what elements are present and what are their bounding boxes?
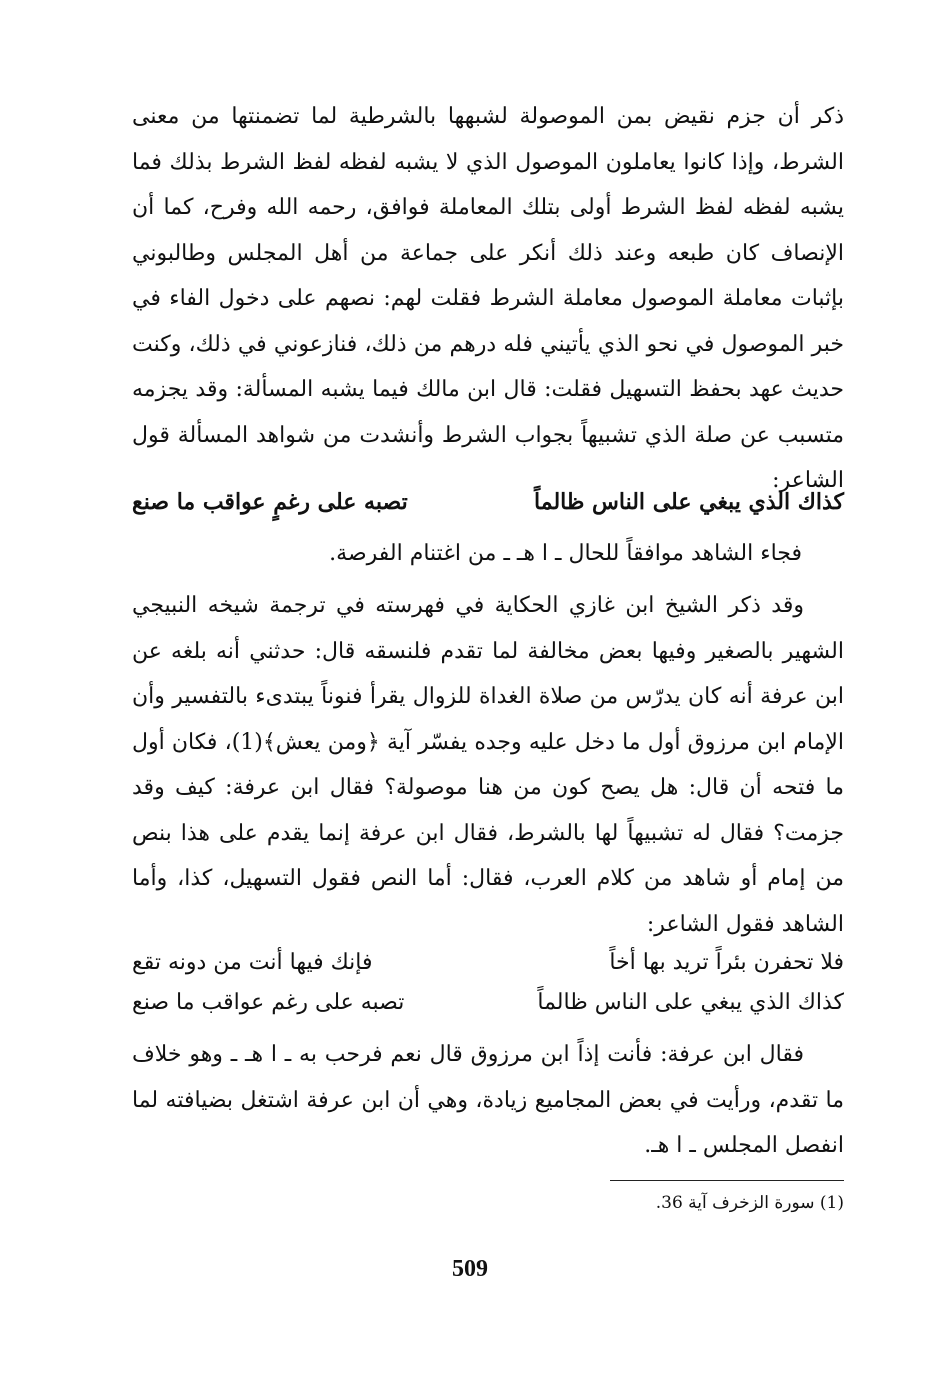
verse-line-1 bbox=[132, 480, 844, 525]
paragraph-intro: ذكر أن جزم نقيض بمن الموصولة لشبهها بالشرطية لما تضمنتها من معنى الشرط، وإذا كانوا يعاملون الموصول الذي لا يشبه لفظه لفظ الشرط بذلك فما يشبه لفظه لفظ الشرط أولى بتلك المعاملة فوافق، رحمه الله وفرح، كما أن الإنصاف كان طبعه وعند ذلك أنكر على جماعة من أهل المجلس وطالبوني بإثبات معاملة الموصول معاملة الشرط فقلت لهم: نصهم على دخول الفاء في خبر الموصول في نحو الذي يأتيني فله درهم من ذلك، فنازعوني في ذلك، وكنت حديث عهد بحفظ التسهيل فقلت: قال ابن مالك فيما يشبه المسألة: وقد يجزمه متسبب عن صلة الذي تشبيهاً بجواب الشرط وأنشدت من شواهد المسألة قول الشاعر: bbox=[132, 104, 844, 493]
paragraph-ibn-ghazi: وقد ذكر الشيخ ابن غازي الحكاية في فهرسته في ترجمة شيخه النبيجي الشهير بالصغير وفيها بعض مخالفة لما تقدم فلنسقه قال: حدثني أنه بلغه عن ابن عرفة أنه كان يدرّس من صلاة الغداة للزوال يقرأ فنوناً يبتدىء بالتفسير وأن الإمام ابن مرزوق أول ما دخل عليه وجده يفسّر آية ﴿ومن يعش﴾(1)، فكان أول ما فتحه أن قال: هل يصح كون من هنا موصولة؟ فقال ابن عرفة: كيف وقد جزمت؟ فقال له تشبيهاً لها بالشرط، فقال ابن عرفة إنما يقدم على هذا بنص من إمام أو شاهد من كلام العرب، فقال: أما النص فقول التسهيل، كذا، وأما الشاهد فقول الشاعر: bbox=[132, 593, 845, 937]
verse-line-3 bbox=[132, 980, 844, 1025]
verse-3-first-hemistich: كذاك الذي يبغي على الناس ظالماً bbox=[537, 990, 844, 1015]
footnote-divider bbox=[610, 1180, 844, 1181]
verse-2-second-hemistich: فإنك فيها أنت من دونه تقع bbox=[132, 950, 373, 975]
verse-1-first-hemistich: كذاك الذي يبغي على الناس ظالماً bbox=[534, 489, 844, 515]
verse-3-second-hemistich: تصبه على رغم عواقب ما صنع bbox=[132, 990, 405, 1015]
footnote: (1) سورة الزخرف آية 36. bbox=[655, 1193, 844, 1213]
verse-line-2 bbox=[132, 940, 844, 985]
paragraph-ibn-arafa: فقال ابن عرفة: فأنت إذاً ابن مرزوق قال نعم فرحب به ـ ا هـ ـ وهو خلاف ما تقدم، ورأيت في بعض المجاميع زيادة، وهي أن ابن عرفة اشتغل بضيافته لما انفصل المجلس ـ ا هـ. bbox=[132, 1042, 844, 1158]
verse-2-first-hemistich: فلا تحفرن بئراً تريد بها أخاً bbox=[609, 950, 844, 975]
verse-1-second-hemistich: تصبه على رغمٍ عواقب ما صنع bbox=[132, 489, 408, 515]
paragraph-conclusion: فجاء الشاهد موافقاً للحال ـ ا هـ ـ من اغتنام الفرصة. bbox=[329, 541, 802, 566]
page-number: 509 bbox=[452, 1256, 488, 1282]
